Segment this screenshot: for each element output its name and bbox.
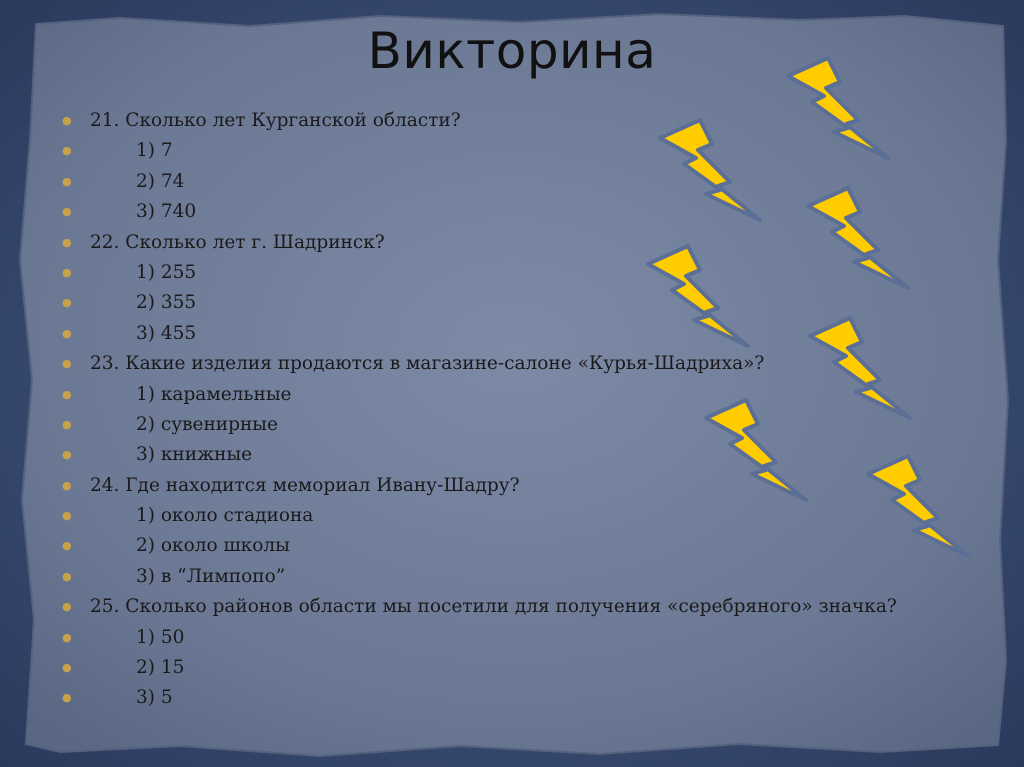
- bullet-icon: ●: [62, 144, 72, 158]
- item-text: 1) 7: [136, 140, 173, 162]
- lightning-bolt-icon: [808, 188, 908, 288]
- bullet-icon: ●: [62, 509, 72, 523]
- lightning-bolt-icon: [868, 456, 968, 556]
- item-text: 3) 5: [136, 687, 173, 709]
- item-text: 2) сувенирные: [136, 413, 278, 435]
- item-text: 1) 50: [136, 626, 185, 648]
- item-text: 3) книжные: [136, 444, 253, 466]
- item-text: 3) 740: [136, 201, 197, 223]
- bullet-icon: ●: [62, 691, 72, 705]
- item-text: 2) 15: [136, 657, 185, 679]
- bullet-icon: ●: [62, 387, 72, 401]
- item-text: 21. Сколько лет Курганской области?: [90, 110, 461, 131]
- lightning-bolt-icon: [810, 318, 910, 418]
- bullet-icon: ●: [62, 630, 72, 644]
- bullet-icon: ●: [62, 205, 72, 219]
- bullet-icon: ●: [62, 661, 72, 675]
- item-text: 2) около школы: [136, 535, 290, 557]
- lightning-bolt-icon: [660, 120, 760, 220]
- bullet-icon: ●: [62, 448, 72, 462]
- item-text: 22. Сколько лет г. Шадринск?: [90, 231, 385, 253]
- lightning-bolt-icon: [648, 246, 748, 346]
- lightning-bolt-icon: [788, 58, 888, 158]
- bullet-icon: ●: [62, 235, 72, 249]
- bullet-icon: ●: [62, 417, 72, 431]
- item-text: 1) 255: [136, 261, 197, 283]
- item-text: 24. Где находится мемориал Ивану-Шадру?: [90, 474, 520, 496]
- bullet-icon: ●: [62, 478, 72, 492]
- bullet-icon: ●: [62, 174, 72, 188]
- bullet-icon: ●: [62, 569, 72, 583]
- bullet-icon: ●: [62, 539, 72, 553]
- bullet-icon: ●: [62, 600, 72, 614]
- item-text: 2) 74: [136, 170, 185, 192]
- bullet-icon: ●: [62, 265, 72, 279]
- bullet-icon: ●: [62, 296, 72, 310]
- bullet-icon: ●: [62, 357, 72, 371]
- lightning-bolt-icon: [706, 400, 806, 500]
- item-text: 3) 455: [136, 322, 197, 344]
- item-text: 25. Сколько районов области мы посетили для получения «серебряного» значка?: [90, 596, 897, 618]
- item-text: 1) карамельные: [136, 383, 292, 405]
- page-title: Викторина: [367, 22, 657, 80]
- bullet-icon: ●: [62, 114, 72, 127]
- bullet-icon: ●: [62, 326, 72, 340]
- item-text: 3) в “Лимпопо”: [136, 565, 286, 587]
- item-text: 2) 355: [136, 292, 197, 314]
- item-text: 23. Какие изделия продаются в магазине-салоне «Курья-Шадриха»?: [90, 353, 765, 375]
- item-text: 1) около стадиона: [136, 505, 314, 527]
